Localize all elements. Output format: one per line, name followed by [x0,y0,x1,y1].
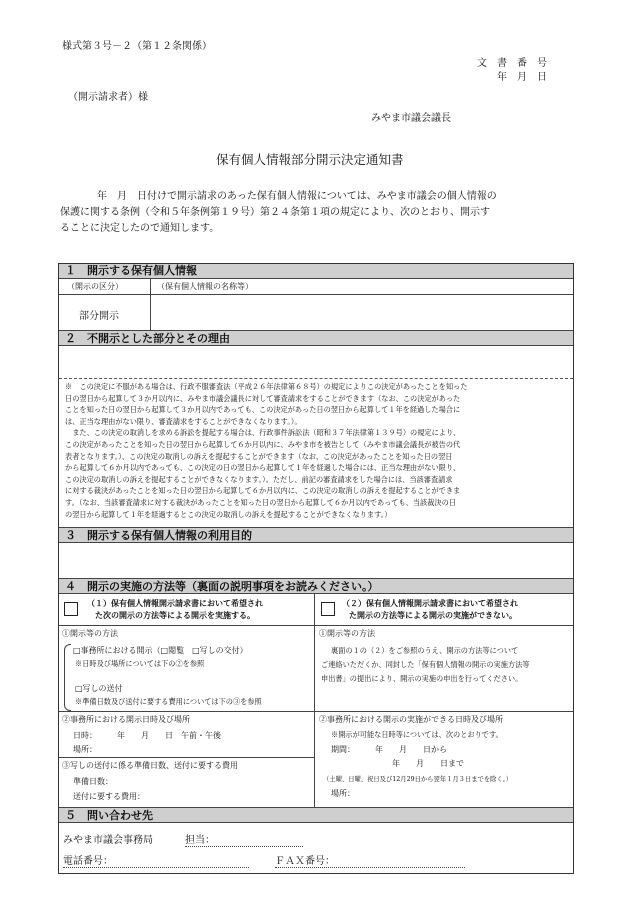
disclosure-kind-header: （開示の区分） [67,282,123,291]
right-method-text-3: 申出書」の提出により、開示の実施の申出を行ってください。 [321,674,523,683]
form-table [58,263,574,874]
appeal-notice: ※ この決定に不服がある場合は、行政不服審査法（平成２６年法律第６８号）の規定によりこの決定があったことを知った 日の翌日から起算して３か月以内に、みやま市議会議長に対して審査請求をすることができます（なお、この決定があった ことを知った日の翌日から起算して３か月以内であっても、この決定があった日の翌日から起算して１年を経過した場合に は、正当な理由がない限り、審査請求をすることができなくなります。）。 また、この決定の取消しを求める訴訟を提起する場合は、行政事件訴訟法（昭和３７年法律第１３９号）の規定により、 この決定があったことを知った日の翌日から起算して６か月以内に、みやま市を被告として（みやま市議会議長が被告の代 表者となります。）、この決定の取消しの訴えを提起することができます（なお、この決定があったことを知った日の翌日 から起算して６か月以内であっても、この決定の日の翌日から起算して１年を経過した場合には、正当な理由がない限り、 この決定の取消しの訴えを提起することができなくなります。）。ただし、前記の審査請求をした場合には、当該審査請求 に対する裁決があったことを知った日の翌日から起算して６か月以内に、この決定の取消しの訴えを提起することができま す。（なお、当該審査請求に対する裁決があったことを知った日の翌日から起算して６か月以内であっても、当該裁決の日 の翌日から起算して１年を経過するとこの決定の取消しの訴えを提起することができなくなります。） [65,382,468,519]
mail-copy-note: ※準備日数及び送付に要する費用については下の③を参照 [75,697,262,706]
office-disclosure-option: □事務所における開示（□閲覧 □写しの交付） [73,646,248,655]
left-method-label: ①開示等の方法 [62,629,118,638]
left-office-label: ②事務所における開示日時及び場所 [62,715,190,724]
contact-office: みやま市議会事務局 [63,835,153,846]
form-number: 様式第３号－２（第１２条関係） [62,41,212,52]
disclosure-kind-value: 部分開示 [79,311,119,322]
left-prep-days: 準備日数： [73,777,113,786]
left-datetime: 日時： 年 月 日 午前・午後 [73,731,221,740]
intro-line-2: 保護に関する条例（令和５年条例第１９号）第２４条第１項の規定により、次のとおり、開示す [60,207,490,218]
option-2-checkbox[interactable] [321,602,335,616]
document-number-label: 文 書 番 号 [477,58,547,69]
document-title: 保有個人情報部分開示決定通知書 [216,152,404,167]
contact-fax: ＦＡＸ番号： [275,852,465,868]
option-2-title-1: （２）保有個人情報開示請求書において希望され [342,598,518,608]
option-1-checkbox[interactable] [64,602,78,616]
section-4-header: ４ 開示の実施の方法等（裏面の説明事項をお読みください。） [59,578,573,594]
office-disclosure-note: ※日時及び場所については下の②を参照 [75,659,205,668]
issuer: みやま市議会議長 [371,113,451,124]
right-note: ※開示が可能な日時等については、次のとおりです。 [331,730,503,739]
left-send-cost: 送付に要する費用： [73,792,145,801]
contact-person: 担当： [185,831,303,847]
section-2-header: ２ 不開示とした部分とその理由 [59,330,573,346]
right-method-text-2: ご連絡いただくか、同封した「保有個人情報の開示の実施方法等 [321,660,530,669]
right-period-to: 年 月 日まで [392,759,464,768]
right-exclude-note: （土曜、日曜、祝日及び12月29日から翌年１月３日までを除く。） [323,776,513,783]
right-method-label: ①開示等の方法 [319,629,375,638]
intro-line-1: 年 月 日付けで開示請求のあった保有個人情報については、みやま市議会の個人情報の [97,191,497,202]
option-1-title-1: （１）保有個人情報開示請求書において希望され [87,598,263,608]
addressee: （開示請求者）様 [68,92,148,103]
option-2-title-2: た開示の方法等による開示の実施ができない。 [349,610,517,620]
right-method-text-1: 裏面の１の（２）をご参照のうえ、開示の方法等について [331,646,519,655]
option-1-title-2: た次の開示の方法等による開示を実施する。 [95,610,255,620]
intro-line-3: ることに決定したので通知します。 [60,223,220,234]
date-label: 年 月 日 [497,72,547,83]
left-place: 場所： [73,745,97,754]
mail-copy-option: □写しの送付 [75,684,123,693]
section-3-header: ３ 開示する保有個人情報の利用目的 [59,527,573,543]
left-send-label: ③写しの送付に係る準備日数、送付に要する費用 [62,761,238,770]
section-1-header: １ 開示する保有個人情報 [59,264,573,279]
section-5-header: ５ 問い合わせ先 [59,807,573,823]
info-name-header: （保有個人情報の名称等） [157,282,253,291]
right-period-from: 期間： 年 月 日から [331,745,447,754]
contact-tel: 電話番号： [63,852,249,868]
right-office-label: ②事務所における開示の実施ができる日時及び場所 [319,715,503,724]
right-place: 場所： [331,789,355,798]
